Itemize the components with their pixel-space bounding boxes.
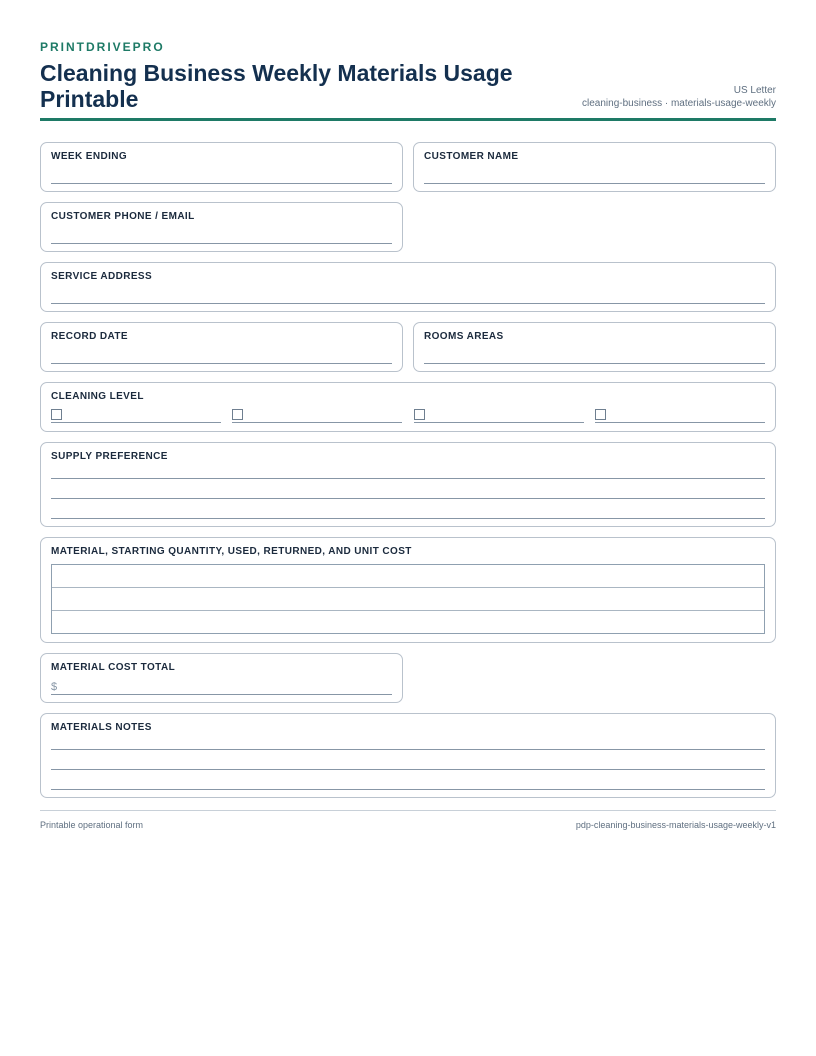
cleaning-level-option-1[interactable] <box>51 409 221 423</box>
header <box>40 40 776 121</box>
supply-preference-line-1[interactable] <box>51 478 765 479</box>
brand-logo: PRINTDRIVEPRO <box>40 40 165 54</box>
materials-notes-line-1[interactable] <box>51 749 765 750</box>
checkbox-icon[interactable] <box>51 409 62 420</box>
material-cost-total-label: MATERIAL COST TOTAL <box>51 662 176 673</box>
rooms-areas-label: ROOMS AREAS <box>424 331 504 342</box>
material-cost-total-input[interactable] <box>51 694 392 695</box>
record-date-input[interactable] <box>51 363 392 364</box>
record-date-label: RECORD DATE <box>51 331 128 342</box>
customer-name-input[interactable] <box>424 183 765 184</box>
cleaning-level-label: CLEANING LEVEL <box>51 391 144 402</box>
cleaning-level-option-4[interactable] <box>595 409 765 423</box>
supply-preference-field <box>40 442 776 527</box>
cleaning-level-option-2[interactable] <box>232 409 402 423</box>
footer <box>40 810 776 830</box>
materials-notes-line-3[interactable] <box>51 789 765 790</box>
customer-name-field <box>413 142 776 192</box>
page-title: Cleaning Business Weekly Materials Usage Printable <box>40 60 513 112</box>
currency-prefix: $ <box>51 681 58 693</box>
supply-preference-label: SUPPLY PREFERENCE <box>51 451 168 462</box>
footer-form-id: pdp-cleaning-business-materials-usage-weekly-v1 <box>575 820 776 830</box>
service-address-input[interactable] <box>51 303 765 304</box>
table-row[interactable] <box>52 565 764 588</box>
rooms-areas-input[interactable] <box>424 363 765 364</box>
materials-notes-line-2[interactable] <box>51 769 765 770</box>
supply-preference-line-2[interactable] <box>51 498 765 499</box>
record-date-field <box>40 322 403 372</box>
week-ending-field <box>40 142 403 192</box>
materials-notes-label: MATERIALS NOTES <box>51 722 152 733</box>
materials-table-field <box>40 537 776 643</box>
form-page <box>40 40 776 121</box>
checkbox-icon[interactable] <box>414 409 425 420</box>
checkbox-icon[interactable] <box>595 409 606 420</box>
customer-contact-field <box>40 202 403 252</box>
cleaning-level-option-3[interactable] <box>414 409 584 423</box>
materials-table-label: MATERIAL, STARTING QUANTITY, USED, RETURNED, AND UNIT COST <box>51 546 412 557</box>
customer-name-label: CUSTOMER NAME <box>424 151 519 162</box>
supply-preference-line-3[interactable] <box>51 518 765 519</box>
customer-contact-label: CUSTOMER PHONE / EMAIL <box>51 211 195 222</box>
material-cost-total-field <box>40 653 403 703</box>
table-row[interactable] <box>52 588 764 611</box>
paper-size: US Letter <box>733 85 776 96</box>
materials-notes-field <box>40 713 776 798</box>
checkbox-icon[interactable] <box>232 409 243 420</box>
rooms-areas-field <box>413 322 776 372</box>
materials-table <box>51 564 765 634</box>
week-ending-input[interactable] <box>51 183 392 184</box>
cleaning-level-field <box>40 382 776 432</box>
document-tags: cleaning-business · materials-usage-weekly <box>582 98 776 109</box>
footer-left: Printable operational form <box>40 820 144 830</box>
service-address-field <box>40 262 776 312</box>
week-ending-label: WEEK ENDING <box>51 151 128 162</box>
service-address-label: SERVICE ADDRESS <box>51 271 153 282</box>
document-meta <box>582 84 776 110</box>
table-row[interactable] <box>52 611 764 633</box>
customer-contact-input[interactable] <box>51 243 392 244</box>
